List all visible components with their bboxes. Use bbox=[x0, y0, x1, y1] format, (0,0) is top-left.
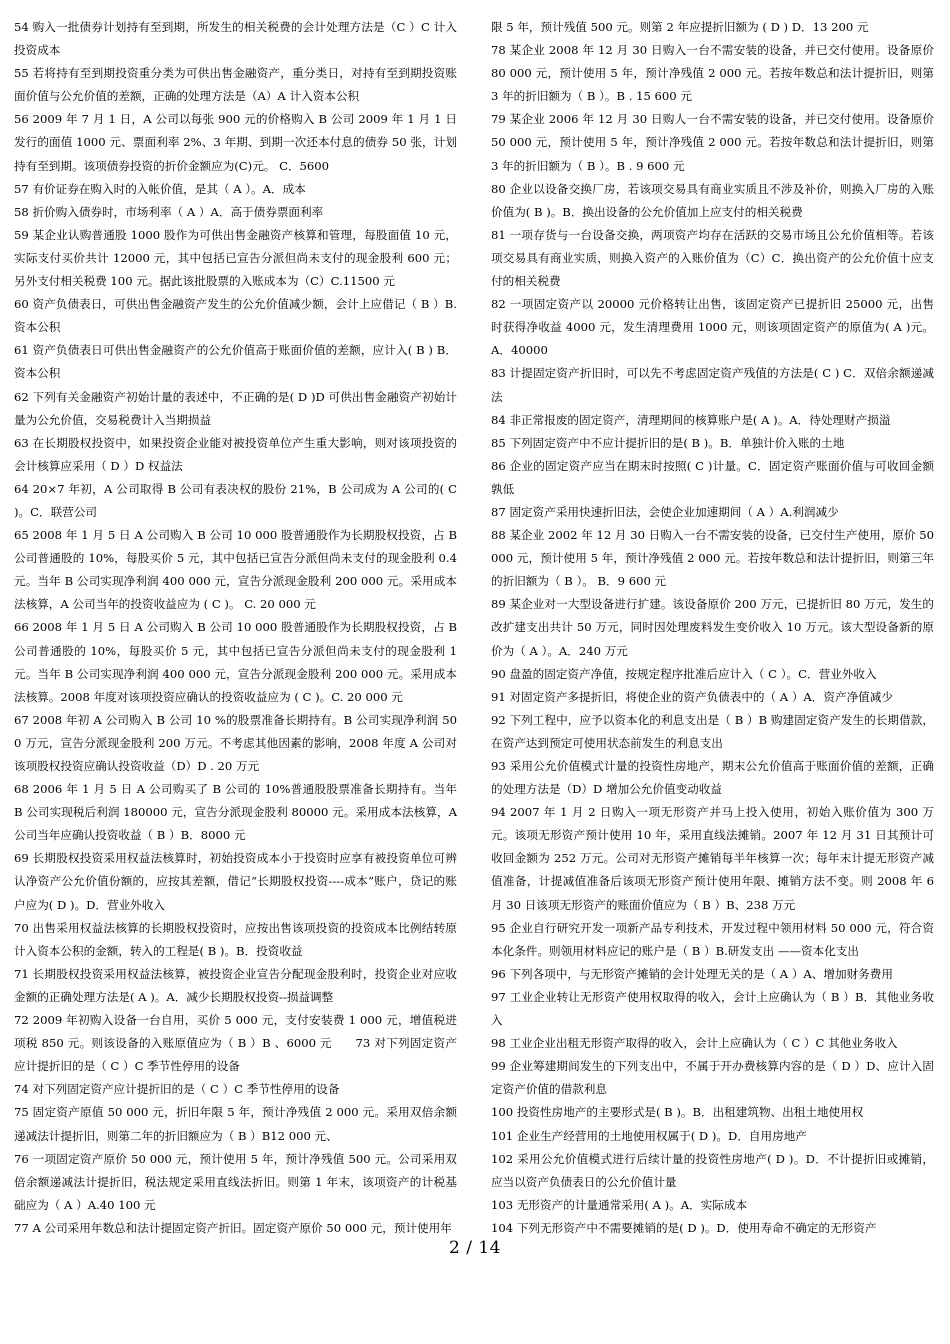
question-84: 84 非正常报废的固定资产，清理期间的核算账户是( A )。A．待处理财产损溢 bbox=[491, 412, 891, 427]
question-75: 75 固定资产原值 50 000 元，折旧年限 5 年，预计净残值 2 000 元。采用双倍余额递减法计提折旧，则第二年的折旧额应为（ B ）B12 000 元、 bbox=[14, 1105, 457, 1143]
question-97: 97 工业企业转让无形资产使用权取得的收入，会计上应确认为（ B ）B．其他业务收入 bbox=[491, 989, 934, 1028]
question-79: 79 某企业 2006 年 12 月 30 日购人一台不需安装的设备，并已交付使用。设备原价 50 000 元，预计使用 5 年，预计净残值 2 000 元。若按年数总和法计提折旧，则第 3 年的折旧额为（ B ）。B . 9 600 元 bbox=[491, 112, 934, 173]
question-91: 91 对固定资产多提折旧，将使企业的资产负债表中的（ A ）A．资产净值减少 bbox=[491, 689, 893, 704]
question-60: 60 资产负债表日，可供出售金融资产发生的公允价值减少额，会计上应借记（ B ）B.资本公积 bbox=[14, 297, 457, 335]
question-65: 65 2008 年 1 月 5 日 A 公司购入 B 公司 10 000 股普通股作为长期股权投资，占 B 公司普通股的 10%，每股买价 5 元，其中包括已宣告分派但尚未支付的现金股利 0.4 元。当年 B 公司实现净利润 400 000 元，宣告分派现金股利 200 000 元。采用成本法核算，A 公司当年的投资收益应为 ( C )。 C. 20 000 元 bbox=[14, 528, 457, 612]
question-103: 103 无形资产的计量通常采用( A )。A．实际成本 bbox=[491, 1197, 748, 1212]
question-57: 57 有价证券在购入时的入帐价值，是其（ A ）。A．成本 bbox=[14, 181, 306, 196]
question-62: 62 下列有关金融资产初始计量的表述中，不正确的是( D )D 可供出售金融资产初始计量为公允价值，交易税费计入当期损益 bbox=[14, 389, 457, 427]
question-95: 95 企业自行研究开发一项新产品专利技术，开发过程中领用材料 50 000 元，符合资本化条件。则领用材料应记的账户是（ B ）B.研发支出 ——资本化支出 bbox=[491, 920, 934, 958]
question-74: 74 对下列固定资产应计提折旧的是（ C ）C 季节性停用的设备 bbox=[14, 1082, 340, 1097]
question-76: 76 一项固定资产原价 50 000 元，预计使用 5 年，预计净残值 500 元。公司采用双倍余额递减法计提折旧，税法规定采用直线法折旧。则第 1 年末，该项资产的计税基础应为（ A ）A.40 100 元 bbox=[14, 1151, 457, 1212]
question-98: 98 工业企业出租无形资产取得的收入，会计上应确认为（ C ）C 其他业务收入 bbox=[491, 1036, 898, 1051]
question-68: 68 2006 年 1 月 5 日 A 公司购买了 B 公司的 10%普通股股票准备长期持有。当年 B 公司实现税后利润 180000 元，宣告分派现金股利 80000 元。采用成本法核算，A 公司当年应确认投资收益（ B ）B．8000 元 bbox=[14, 782, 457, 843]
question-77-end: 限 5 年，预计残值 500 元。则第 2 年应提折旧额为 ( D ) D．13 200 元 bbox=[491, 20, 869, 34]
question-92: 92 下列工程中，应予以资本化的利息支出是（ B ）B 购建固定资产发生的长期借款，在资产达到预定可使用状态前发生的利息支出 bbox=[491, 712, 934, 750]
question-86: 86 企业的固定资产应当在期末时按照( C )计量。C．固定资产账面价值与可收回金额孰低 bbox=[491, 458, 934, 496]
question-94: 94 2007 年 1 月 2 日购入一项无形资产并马上投入使用，初始入账价值为 300 万元。该项无形资产预计使用 10 年，采用直线法摊销。2007 年 12 月 31 日其预计可收回金额为 252 万元。公司对无形资产摊销每半年核算一次；每年末计提无形资产减值准备，计提减值准备后该项无形资产预计使用年限、摊销方法不变。则 2008 年 6 月 30 日该项无形资产的账面价值应为（ B ）B、238 万元 bbox=[491, 805, 934, 912]
question-82: 82 一项固定资产以 20000 元价格转让出售，该固定资产已提折旧 25000 元，出售时获得净收益 4000 元，发生清理费用 1000 元，则该项固定资产的原值为( A )元。 A．40000 bbox=[491, 297, 934, 358]
question-102: 102 采用公允价值模式进行后续计量的投资性房地产( D )。D．不计提折旧或摊销，应当以资产负债表日的公允价值计量 bbox=[491, 1151, 934, 1189]
question-96: 96 下列各项中，与无形资产摊销的会计处理无关的是（ A ）A、增加财务费用 bbox=[491, 966, 893, 981]
question-67: 67 2008 年初 A 公司购入 B 公司 10 %的股票准备长期持有。B 公司实现净利润 500 万元，宣告分派现金股利 200 万元。不考虑其他因素的影响，2008 年度 A 公司对该项股权投资应确认投资收益（D）D . 20 万元 bbox=[14, 712, 457, 773]
question-78: 78 某企业 2008 年 12 月 30 日购入一台不需安装的设备，并已交付使用。设备原价 80 000 元，预计使用 5 年，预计净残值 2 000 元。若按年数总和法计提折旧，则第 3 年的折旧额为（ B ）。B . 15 600 元 bbox=[491, 43, 934, 104]
question-69: 69 长期股权投资采用权益法核算时，初始投资成本小于投资时应享有被投资单位可辨认净资产公允价值份额的，应按其差额，借记“长期股权投资----成本”账户，贷记的账户应为( D )。D．营业外收入 bbox=[14, 851, 457, 912]
question-83: 83 计提固定资产折旧时，可以先不考虑固定资产残值的方法是( C ) C．双倍余额递减法 bbox=[491, 366, 934, 404]
question-56: 56 2009 年 7 月 1 日，A 公司以每张 900 元的价格购入 B 公司 2009 年 1 月 1 日发行的面值 1000 元、票面利率 2%、3 年期、到期一次还本付息的债券 50 张，计划持有至到期。该项债券投资的折价金额应为(C)元。 C．5600 bbox=[14, 112, 457, 173]
question-72-73: 72 2009 年初购入设备一台自用，买价 5 000 元，支付安装费 1 000 元，增值税进项税 850 元。则该设备的入账原值应为（ B ）B 、6000 元 73 对下列固定资产应计提折旧的是（ C ）C 季节性停用的设备 bbox=[14, 1013, 457, 1074]
question-99: 99 企业筹建期间发生的下列支出中，不属于开办费核算内容的是（ D ）D、应计入固定资产价值的借款利息 bbox=[491, 1059, 934, 1097]
question-90: 90 盘盈的固定资产净值，按规定程序批准后应计入（ C ）。C．营业外收入 bbox=[491, 666, 877, 681]
question-64: 64 20×7 年初，A 公司取得 B 公司有表决权的股份 21%，B 公司成为 A 公司的( C )。C．联营公司 bbox=[14, 481, 457, 519]
question-93: 93 采用公允价值模式计量的投资性房地产，期末公允价值高于账面价值的差额，正确的处理方法是（D）D 增加公允价值变动收益 bbox=[491, 759, 934, 797]
question-55: 55 若将持有至到期投资重分类为可供出售金融资产，重分类日，对持有至到期投资账面价值与公允价值的差额，正确的处理方法是（A）A 计入资本公积 bbox=[14, 66, 457, 104]
question-58: 58 折价购入债券时，市场利率（ A ）A．高于债券票面利率 bbox=[14, 204, 324, 219]
question-70: 70 出售采用权益法核算的长期股权投资时，应按出售该项投资的投资成本比例结转原计入资本公积的金额，转入的工程是( B )。B．投资收益 bbox=[14, 920, 457, 958]
question-87: 87 固定资产采用快速折旧法，会使企业加速期间（ A ）A.利润减少 bbox=[491, 504, 839, 519]
question-89: 89 某企业对一大型设备进行扩建。该设备原价 200 万元，已提折旧 80 万元，发生的改扩建支出共计 50 万元，同时因处理废料发生变价收入 10 万元。该大型设备新的原价为（ A ）。A．240 万元 bbox=[491, 597, 934, 658]
question-61: 61 资产负债表日可供出售金融资产的公允价值高于账面价值的差额，应计入( B ) B．资本公积 bbox=[14, 343, 457, 381]
right-column bbox=[491, 16, 934, 1240]
question-77-start: 77 A 公司采用年数总和法计提固定资产折旧。固定资产原价 50 000 元，预计使用年 bbox=[14, 1220, 452, 1235]
question-85: 85 下列固定资产中不应计提折旧的是( B )。B．单独计价入账的土地 bbox=[491, 435, 845, 450]
question-54: 54 购入一批债券计划持有至到期，所发生的相关税费的会计处理方法是（C ）C 计入投资成本 bbox=[14, 20, 457, 58]
question-88: 88 某企业 2002 年 12 月 30 日购入一台不需安装的设备，已交付生产使用，原价 50 000 元，预计使用 5 年，预计净残值 2 000 元。若按年数总和法计提折旧，则第三年的折旧额为（ B ）。 B．9 600 元 bbox=[491, 528, 934, 589]
question-66: 66 2008 年 1 月 5 日 A 公司购入 B 公司 10 000 股普通股作为长期股权投资，占 B 公司普通股的 10%，每股买价 5 元，其中包括已宣告分派但尚未支付的现金股利 1 元。当年 B 公司实现净利润 400 000 元，宣告分派现金股利 200 000 元。采用成本法核算。2008 年度对该项投资应确认的投资收益应为 ( C )。C. 20 000 元 bbox=[14, 620, 457, 704]
question-59: 59 某企业认购普通股 1000 股作为可供出售金融资产核算和管理，每股面值 10 元，实际支付买价共计 12000 元，其中包括已宣告分派但尚未支付的现金股利 600 元；另外支付相关税费 100 元。据此该批股票的入账成本为（C）C.11500 元 bbox=[14, 227, 457, 289]
question-81: 81 一项存货与一台设备交换，两项资产均存在活跃的交易市场且公允价值相等。若该项交易具有商业实质，则换入资产的入账价值为（C）C．换出资产的公允价值十应支付的相关税费 bbox=[491, 227, 934, 289]
question-100: 100 投资性房地产的主要形式是( B )。B．出租建筑物、出租土地使用权 bbox=[491, 1105, 864, 1120]
left-column bbox=[14, 16, 457, 1240]
question-104: 104 下列无形资产中不需要摊销的是( D )。D．使用寿命不确定的无形资产 bbox=[491, 1220, 877, 1235]
question-63: 63 在长期股权投资中，如果投资企业能对被投资单位产生重大影响，则对该项投资的会计核算应采用（ D ）D 权益法 bbox=[14, 435, 457, 473]
question-80: 80 企业以设备交换厂房，若该项交易具有商业实质且不涉及补价，则换入厂房的入账价值为( B )。B．换出设备的公允价值加上应支付的相关税费 bbox=[491, 181, 934, 219]
question-101: 101 企业生产经营用的土地使用权属于( D )。D．自用房地产 bbox=[491, 1128, 807, 1143]
page-number: 2 / 14 bbox=[449, 1238, 501, 1258]
question-71: 71 长期股权投资采用权益法核算，被投资企业宣告分配现金股利时，投资企业对应收金额的正确处理方法是( A )。A．减少长期股权投资--损益调整 bbox=[14, 966, 457, 1004]
